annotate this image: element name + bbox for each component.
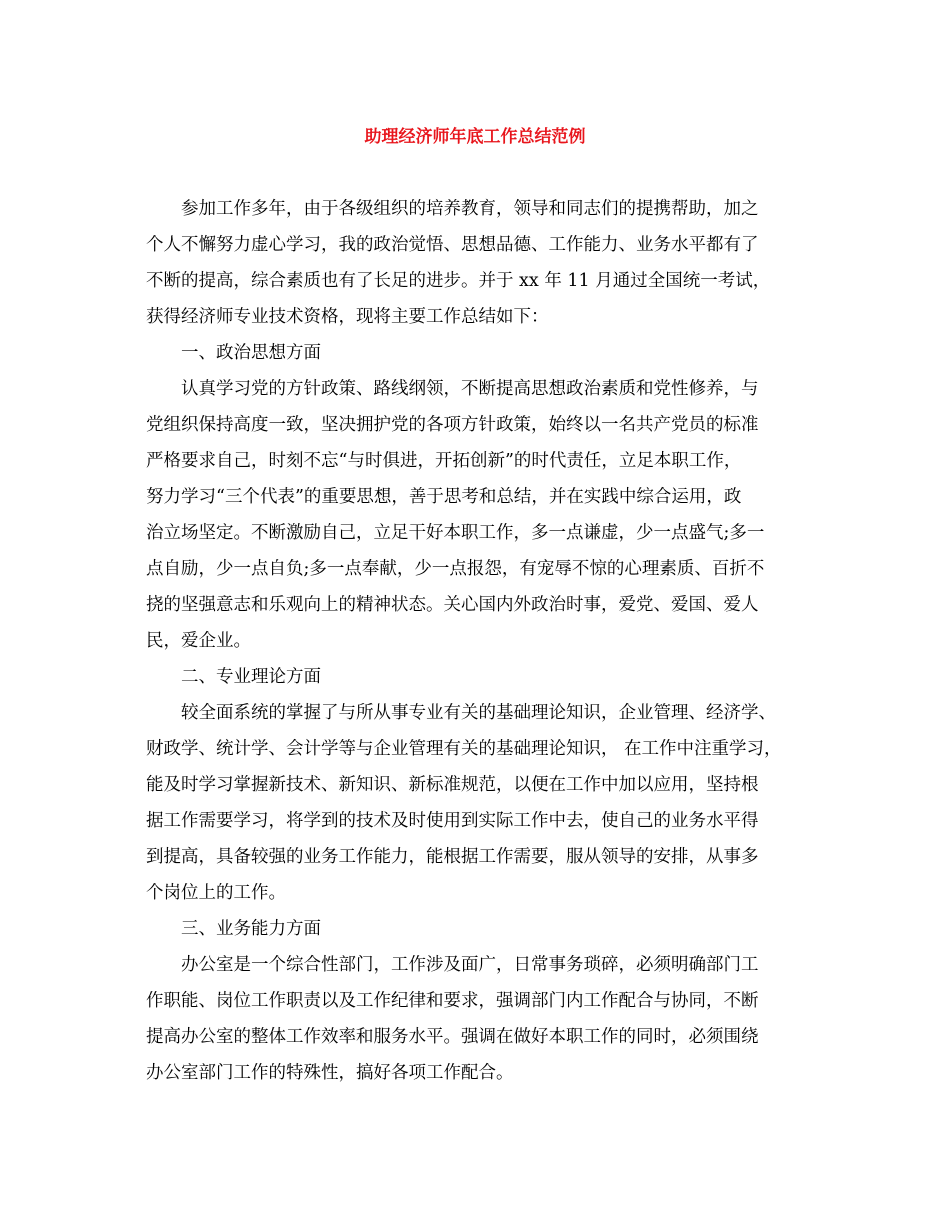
paragraph-line: 办公室是一个综合性部门，工作涉及面广，日常事务琐碎，必须明确部门工 [181, 955, 759, 975]
paragraph-line: 据工作需要学习，将学到的技术及时使用到实际工作中去，使自己的业务水平得 [146, 811, 759, 831]
paragraph-line: 点自励，少一点自负;多一点奉献，少一点报怨，有宠辱不惊的心理素质、百折不 [146, 559, 765, 579]
section-heading: 一、政治思想方面 [181, 343, 321, 363]
paragraph-line: 挠的坚强意志和乐观向上的精神状态。关心国内外政治时事，爱党、爱国、爱人 [146, 595, 759, 615]
paragraph-line: 财政学、统计学、会计学等与企业管理有关的基础理论知识， 在工作中注重学习， [146, 739, 782, 759]
document-title: 助理经济师年底工作总结范例 [364, 127, 586, 147]
paragraph-line: 党组织保持高度一致，坚决拥护党的各项方针政策，始终以一名共产党员的标准 [146, 415, 759, 435]
paragraph-line: 获得经济师专业技术资格，现将主要工作总结如下： [146, 307, 549, 327]
paragraph-line: 治立场坚定。不断激励自己，立足干好本职工作，多一点谦虚，少一点盛气;多一 [146, 523, 765, 543]
paragraph-line: 较全面系统的掌握了与所从事专业有关的基础理论知识，企业管理、经济学、 [181, 703, 776, 723]
paragraph-line: 民，爱企业。 [146, 631, 251, 651]
paragraph-line: 能及时学习掌握新技术、新知识、新标准规范，以便在工作中加以应用，坚持根 [146, 775, 759, 795]
section-heading: 二、专业理论方面 [181, 667, 321, 687]
paragraph-line: 不断的提高，综合素质也有了长足的进步。并于 xx 年 11 月通过全国统一考试， [146, 271, 771, 291]
paragraph-line: 个人不懈努力虚心学习，我的政治觉悟、思想品德、工作能力、业务水平都有了 [146, 235, 759, 255]
paragraph-line: 到提高，具备较强的业务工作能力，能根据工作需要，服从领导的安排，从事多 [146, 847, 759, 867]
paragraph-line: 严格要求自己，时刻不忘“与时俱进，开拓创新”的时代责任，立足本职工作， [146, 451, 742, 471]
paragraph-line: 个岗位上的工作。 [146, 883, 286, 903]
paragraph-line: 努力学习“三个代表”的重要思想，善于思考和总结，并在实践中综合运用，政 [146, 487, 742, 507]
paragraph-line: 办公室部门工作的特殊性，搞好各项工作配合。 [146, 1063, 514, 1083]
section-heading: 三、业务能力方面 [181, 919, 321, 939]
paragraph-line: 提高办公室的整体工作效率和服务水平。强调在做好本职工作的同时，必须围绕 [146, 1027, 759, 1047]
paragraph-line: 参加工作多年，由于各级组织的培养教育，领导和同志们的提携帮助，加之 [181, 199, 759, 219]
paragraph-line: 作职能、岗位工作职责以及工作纪律和要求，强调部门内工作配合与协同，不断 [146, 991, 759, 1011]
paragraph-line: 认真学习党的方针政策、路线纲领，不断提高思想政治素质和党性修养，与 [181, 379, 759, 399]
